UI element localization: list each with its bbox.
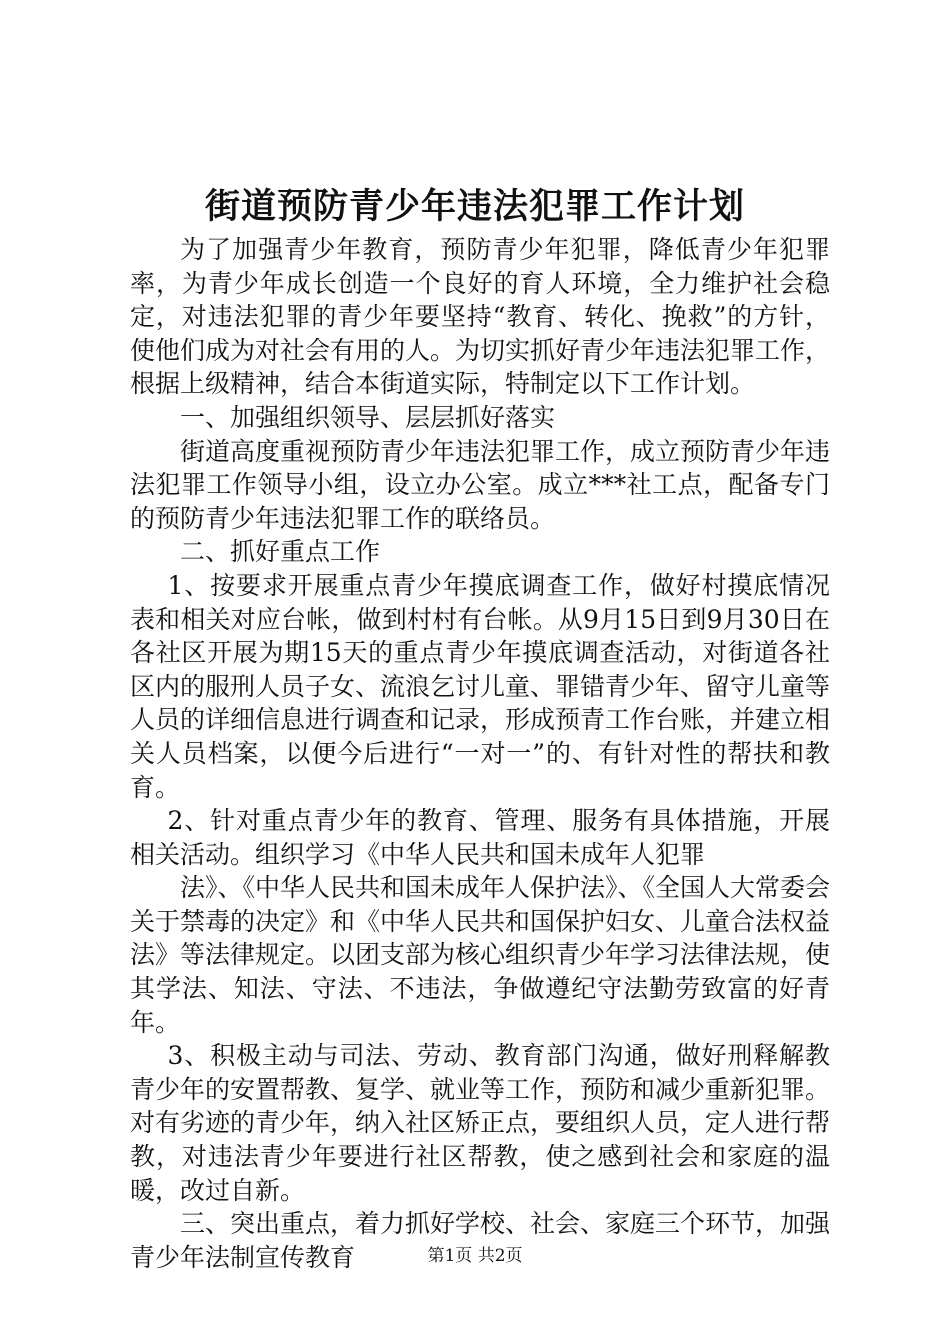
section-heading-1: 一、加强组织领导、层层抓好落实 xyxy=(180,402,556,432)
page-footer: 第1页 共2页 xyxy=(427,1246,523,1266)
item-1-paragraph: 1、按要求开展重点青少年摸底调查工作，做好村摸底情况表和相关对应台帐，做到村村有台帐。从9月15日到9月30日在各社区开展为期15天的重点青少年摸底调查活动，对街道各社区内的服刑人员子女、流浪乞讨儿童、罪错青少年、留守儿童等人员的详细信息进行调查和记录，形成预青工作台账，并建立相关人员档案，以便今后进行“一对一”的、有针对性的帮扶和教育。 xyxy=(130,570,831,802)
section-heading-3: 三、突出重点，着力抓好学校、社会、家庭三个环节，加强青少年法制宣传教育 xyxy=(130,1209,831,1272)
document-body xyxy=(130,233,830,1274)
item-2-continuation-paragraph: 法》、《中华人民共和国未成年人保护法》、《全国人大常委会关于禁毒的决定》和《中华人民共和国保护妇女、儿童合法权益法》等法律规定。以团支部为核心组织青少年学习法律法规，使其学法、知法、守法、不违法，争做遵纪守法勤劳致富的好青年。 xyxy=(130,873,831,1037)
item-2-paragraph: 2、针对重点青少年的教育、管理、服务有具体措施，开展相关活动。组织学习《中华人民共和国未成年人犯罪 xyxy=(130,806,830,869)
intro-paragraph: 为了加强青少年教育，预防青少年犯罪，降低青少年犯罪率，为青少年成长创造一个良好的育人环境，全力维护社会稳定，对违法犯罪的青少年要坚持“教育、转化、挽救”的方针，使他们成为对社会有用的人。为切实抓好青少年违法犯罪工作，根据上级精神，结合本街道实际，特制定以下工作计划。 xyxy=(130,235,831,399)
document-title: 街道预防青少年违法犯罪工作计划 xyxy=(204,186,745,227)
section-heading-2: 二、抓好重点工作 xyxy=(180,537,381,567)
section-1-paragraph: 街道高度重视预防青少年违法犯罪工作，成立预防青少年违法犯罪工作领导小组，设立办公室。成立***社工点，配备专门的预防青少年违法犯罪工作的联络员。 xyxy=(130,436,831,533)
item-3-paragraph: 3、积极主动与司法、劳动、教育部门沟通，做好刑释解教青少年的安置帮教、复学、就业等工作，预防和减少重新犯罪。对有劣迹的青少年，纳入社区矫正点，要组织人员，定人进行帮教，对违法青少年要进行社区帮教，使之感到社会和家庭的温暖，改过自新。 xyxy=(130,1041,831,1205)
